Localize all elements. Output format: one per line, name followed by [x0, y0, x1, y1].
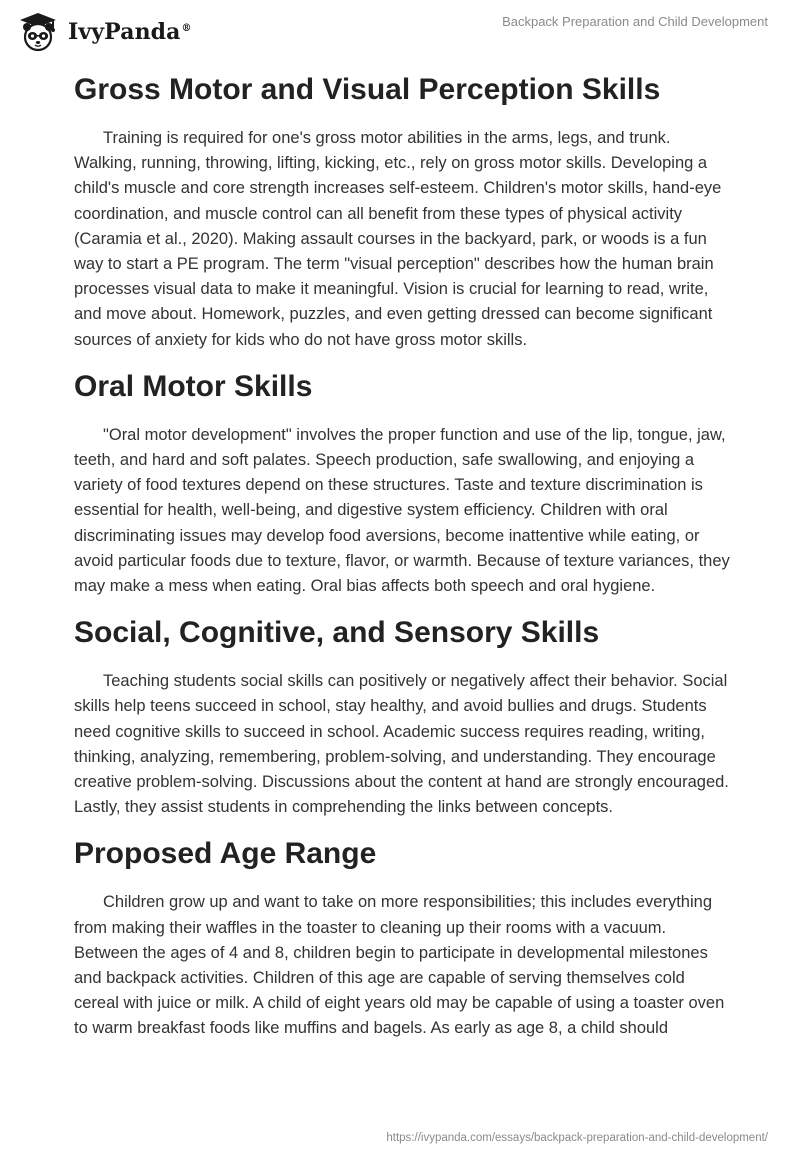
section-heading: Gross Motor and Visual Perception Skills	[74, 73, 661, 106]
section-gross-motor	[74, 68, 730, 353]
brand-logo[interactable]	[16, 10, 192, 54]
document-title: Backpack Preparation and Child Development	[502, 14, 768, 29]
section-paragraph: Children grow up and want to take on more responsibilities; this includes everything from making their waffles in the toaster to cleaning up their rooms with a vacuum. Between the ages of 4 and 8, children begin to participate in developmental milestones and backpack activities. Children of this age are capable of serving themselves cold cereal with juice or milk. A child of eight years old may be capable of using a toaster oven to warm breakfast foods like muffins and bagels. As early as age 8, a child should	[74, 893, 725, 1038]
section-oral-motor	[74, 365, 730, 599]
section-paragraph: Training is required for one's gross motor abilities in the arms, legs, and trunk. Walking, running, throwing, lifting, kicking, etc., rely on gross motor skills. Developing a child's muscle and core strength increases self-esteem. Children's motor skills, hand-eye coordination, and muscle control can all benefit from these types of physical activity (Caramia et al., 2020). Making assault courses in the backyard, park, or woods is a fun way to start a PE program. The term "visual perception" describes how the human brain processes visual data to make it meaningful. Vision is crucial for learning to read, write, and move about. Homework, puzzles, and even getting dressed can become significant sources of anxiety for kids who do not have gross motor skills.	[74, 129, 722, 349]
essay-content	[74, 68, 730, 1054]
section-social-cognitive	[74, 611, 730, 820]
panda-logo-icon	[16, 10, 60, 54]
section-paragraph: "Oral motor development" involves the proper function and use of the lip, tongue, jaw, teeth, and hard and soft palates. Speech production, safe swallowing, and enjoying a variety of food textures depend on these structures. Taste and texture discrimination is essential for health, well-being, and digestive system efficiency. Children with oral discriminating issues may develop food aversions, become inattentive while eating, or avoid particular foods due to texture, flavor, or warmth. Because of texture variances, they may make a mess when eating. Oral bias affects both speech and oral hygiene.	[74, 425, 730, 596]
section-heading: Proposed Age Range	[74, 837, 377, 871]
section-age-range	[74, 832, 730, 1041]
section-heading: Oral Motor Skills	[74, 369, 313, 403]
brand-name: IvyPanda®	[68, 19, 192, 45]
source-url-link[interactable]: https://ivypanda.com/essays/backpack-preparation-and-child-development/	[386, 1132, 768, 1144]
section-paragraph: Teaching students social skills can positively or negatively affect their behavior. Social skills help teens succeed in school, stay healthy, and avoid bullies and drugs. Students need cognitive skills to succeed in school. Academic success requires reading, writing, thinking, analyzing, remembering, problem-solving, and understanding. They encourage creative problem-solving. Discussions about the content at hand are strongly encouraged. Lastly, they assist students in comprehending the links between concepts.	[74, 672, 729, 817]
section-heading: Social, Cognitive, and Sensory Skills	[74, 616, 600, 650]
